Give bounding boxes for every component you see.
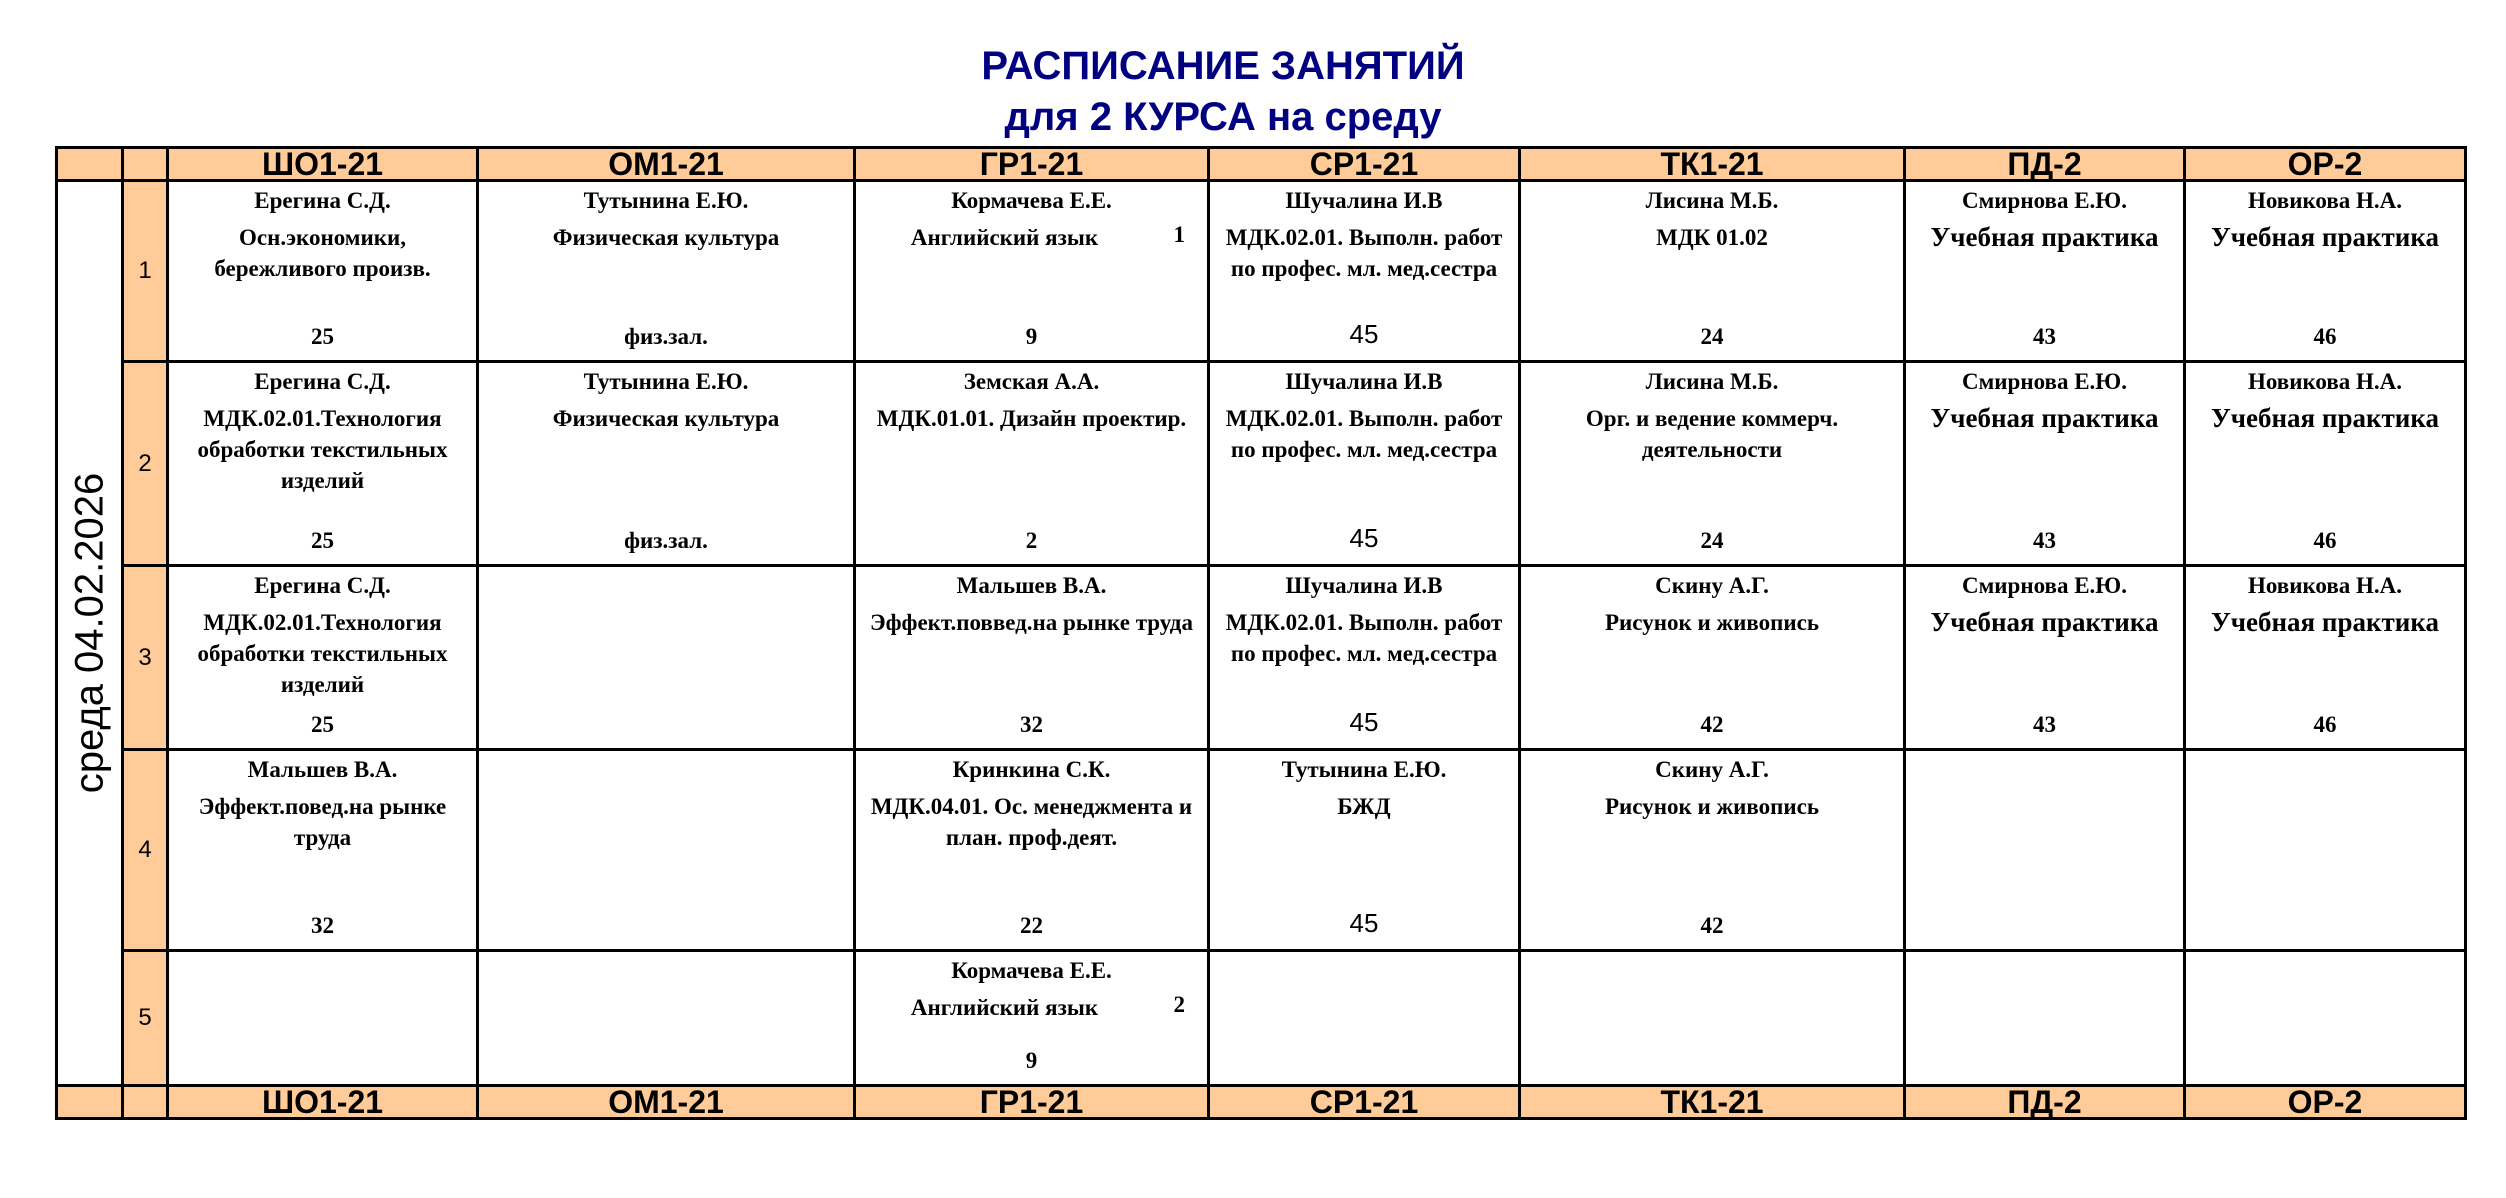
teacher-name: Кормачева Е.Е. [951, 958, 1112, 983]
subject-name: Учебная практика [2210, 222, 2440, 252]
day-cell [57, 181, 123, 1086]
room-number: физ.зал. [624, 324, 708, 349]
teacher-name: Лисина М.Б. [1645, 369, 1779, 394]
teacher-name: Земская А.А. [963, 369, 1100, 394]
subgroup-number: 1 [1173, 222, 1185, 247]
subject-name: Рисунок и живопись [1604, 610, 1820, 635]
group-header: СР1-21 [1209, 1086, 1520, 1119]
teacher-name: Ерегина С.Д. [254, 188, 391, 213]
header-corner [123, 1086, 168, 1119]
room-number: 45 [1349, 319, 1379, 349]
room-number: 45 [1349, 707, 1379, 737]
subject-name: Учебная практика [1930, 403, 2159, 433]
lesson-number: 2 [123, 362, 168, 566]
teacher-name: Шучалина И.В [1285, 188, 1443, 213]
schedule-cell [2185, 362, 2466, 566]
room-number: 2 [1025, 528, 1038, 553]
subject-name: МДК.02.01. Выполн. работ по профес. мл. мед.сестра [1225, 406, 1503, 462]
teacher-name: Смирнова Е.Ю. [1962, 573, 2127, 598]
schedule-cell [168, 566, 478, 750]
schedule-cell [478, 362, 855, 566]
subject-name: МДК.02.01.Технология обработки текстильных изделий [197, 406, 448, 493]
subject-name: Эффект.поввед.на рынке труда [870, 610, 1193, 635]
group-header: ТК1-21 [1520, 148, 1905, 181]
subject-name: Английский язык [910, 995, 1099, 1020]
schedule-cell [478, 750, 855, 951]
subject-name: Физическая культура [552, 406, 780, 431]
day-label: среда 04.02.2026 [67, 472, 111, 794]
group-header: СР1-21 [1209, 148, 1520, 181]
subject-name: Осн.экономики, бережливого произв. [214, 225, 431, 281]
teacher-name: Смирнова Е.Ю. [1962, 188, 2127, 213]
header-corner [57, 148, 123, 181]
teacher-name: Тутынина Е.Ю. [1281, 757, 1447, 782]
room-number: 45 [1349, 523, 1379, 553]
group-header: ШО1-21 [168, 1086, 478, 1119]
schedule-cell [1520, 951, 1905, 1086]
group-header: ОР-2 [2185, 1086, 2466, 1119]
room-number: 43 [2033, 712, 2056, 737]
subject-name: Учебная практика [1930, 222, 2159, 252]
group-header: ОР-2 [2185, 148, 2466, 181]
schedule-cell [478, 566, 855, 750]
teacher-name: Кормачева Е.Е. [951, 188, 1112, 213]
teacher-name: Кринкина С.К. [952, 757, 1111, 782]
schedule-cell [1520, 181, 1905, 362]
teacher-name: Ерегина С.Д. [254, 369, 391, 394]
schedule-cell [478, 951, 855, 1086]
lesson-number: 1 [123, 181, 168, 362]
schedule-cell [1520, 362, 1905, 566]
subject-name: МДК.04.01. Ос. менеджмента и план. проф.деят. [870, 794, 1193, 850]
teacher-name: Шучалина И.В [1285, 573, 1443, 598]
subject-name: Учебная практика [2210, 607, 2440, 637]
schedule-cell [855, 181, 1209, 362]
subgroup-number: 2 [1173, 992, 1185, 1017]
room-number: 42 [1700, 913, 1724, 938]
teacher-name: Скину А.Г. [1655, 757, 1769, 782]
lesson-number: 5 [123, 951, 168, 1086]
schedule-cell [168, 362, 478, 566]
subject-name: Учебная практика [2210, 403, 2440, 433]
schedule-cell [168, 951, 478, 1086]
lesson-row [57, 566, 2466, 750]
teacher-name: Ерегина С.Д. [254, 573, 391, 598]
subject-name: Английский язык [910, 225, 1099, 250]
room-number: 43 [2033, 528, 2056, 553]
room-number: 9 [1025, 324, 1038, 349]
group-header: ГР1-21 [855, 148, 1209, 181]
room-number: 42 [1700, 712, 1724, 737]
room-number: 25 [311, 324, 334, 349]
page-title: РАСПИСАНИЕ ЗАНЯТИЙ [981, 44, 1465, 88]
teacher-name: Мальшев В.А. [247, 757, 398, 782]
room-number: 22 [1020, 913, 1043, 938]
subject-name: МДК.02.01.Технология обработки текстильных изделий [197, 610, 448, 697]
schedule-cell [2185, 181, 2466, 362]
subject-name: МДК.01.01. Дизайн проектир. [876, 406, 1187, 431]
schedule-cell [2185, 750, 2466, 951]
schedule-cell [1209, 951, 1520, 1086]
room-number: 32 [1020, 712, 1043, 737]
teacher-name: Тутынина Е.Ю. [583, 369, 749, 394]
header-corner [123, 148, 168, 181]
room-number: 32 [311, 913, 334, 938]
room-number: 45 [1349, 908, 1379, 938]
schedule-cell [1209, 566, 1520, 750]
subject-name: МДК.02.01. Выполн. работ по профес. мл. мед.сестра [1225, 610, 1503, 666]
lesson-row [57, 181, 2466, 362]
teacher-name: Тутынина Е.Ю. [583, 188, 749, 213]
schedule-cell [1905, 181, 2185, 362]
teacher-name: Скину А.Г. [1655, 573, 1769, 598]
schedule-cell [1520, 566, 1905, 750]
subject-name: МДК 01.02 [1656, 225, 1768, 250]
subject-name: Рисунок и живопись [1604, 794, 1820, 819]
group-header: ПД-2 [1905, 1086, 2185, 1119]
page-subtitle: для 2 КУРСА на среду [1004, 95, 1442, 139]
schedule-cell [1209, 750, 1520, 951]
schedule-cell [2185, 951, 2466, 1086]
lesson-row [57, 951, 2466, 1086]
teacher-name: Лисина М.Б. [1645, 188, 1779, 213]
lesson-row [57, 750, 2466, 951]
teacher-name: Новикова Н.А. [2247, 369, 2403, 394]
schedule-cell [855, 951, 1209, 1086]
subject-name: Физическая культура [552, 225, 780, 250]
subject-name: Эффект.повед.на рынке труда [198, 794, 447, 850]
subject-name: МДК.02.01. Выполн. работ по профес. мл. мед.сестра [1225, 225, 1503, 281]
lesson-row [57, 362, 2466, 566]
room-number: 25 [311, 712, 334, 737]
schedule-cell [1905, 951, 2185, 1086]
lesson-number: 3 [123, 566, 168, 750]
header-row-bottom [57, 1086, 2466, 1119]
group-header: ТК1-21 [1520, 1086, 1905, 1119]
schedule-cell [1209, 362, 1520, 566]
schedule-table [55, 146, 2467, 1120]
teacher-name: Новикова Н.А. [2247, 188, 2403, 213]
schedule-cell [478, 181, 855, 362]
teacher-name: Мальшев В.А. [956, 573, 1107, 598]
group-header: ШО1-21 [168, 148, 478, 181]
schedule-cell [1209, 181, 1520, 362]
subject-name: Учебная практика [1930, 607, 2159, 637]
group-header: ПД-2 [1905, 148, 2185, 181]
schedule-cell [855, 750, 1209, 951]
schedule-cell [1905, 362, 2185, 566]
room-number: 9 [1025, 1048, 1038, 1073]
room-number: 46 [2313, 324, 2337, 349]
teacher-name: Новикова Н.А. [2247, 573, 2403, 598]
header-corner [57, 1086, 123, 1119]
subject-name: БЖД [1337, 794, 1391, 819]
schedule-cell [2185, 566, 2466, 750]
teacher-name: Шучалина И.В [1285, 369, 1443, 394]
schedule-cell [855, 362, 1209, 566]
schedule-cell [168, 750, 478, 951]
teacher-name: Смирнова Е.Ю. [1962, 369, 2127, 394]
room-number: 46 [2313, 528, 2337, 553]
room-number: 24 [1700, 528, 1724, 553]
room-number: 25 [311, 528, 334, 553]
group-header: ОМ1-21 [478, 1086, 855, 1119]
group-header: ОМ1-21 [478, 148, 855, 181]
schedule-cell [1520, 750, 1905, 951]
schedule-grid [55, 146, 2467, 1120]
schedule-cell [855, 566, 1209, 750]
room-number: 43 [2033, 324, 2056, 349]
room-number: 24 [1700, 324, 1724, 349]
room-number: физ.зал. [624, 528, 708, 553]
schedule-cell [168, 181, 478, 362]
header-row-top [57, 148, 2466, 181]
room-number: 46 [2313, 712, 2337, 737]
group-header: ГР1-21 [855, 1086, 1209, 1119]
schedule-cell [1905, 750, 2185, 951]
schedule-cell [1905, 566, 2185, 750]
lesson-number: 4 [123, 750, 168, 951]
subject-name: Орг. и ведение коммерч. деятельности [1585, 406, 1839, 462]
